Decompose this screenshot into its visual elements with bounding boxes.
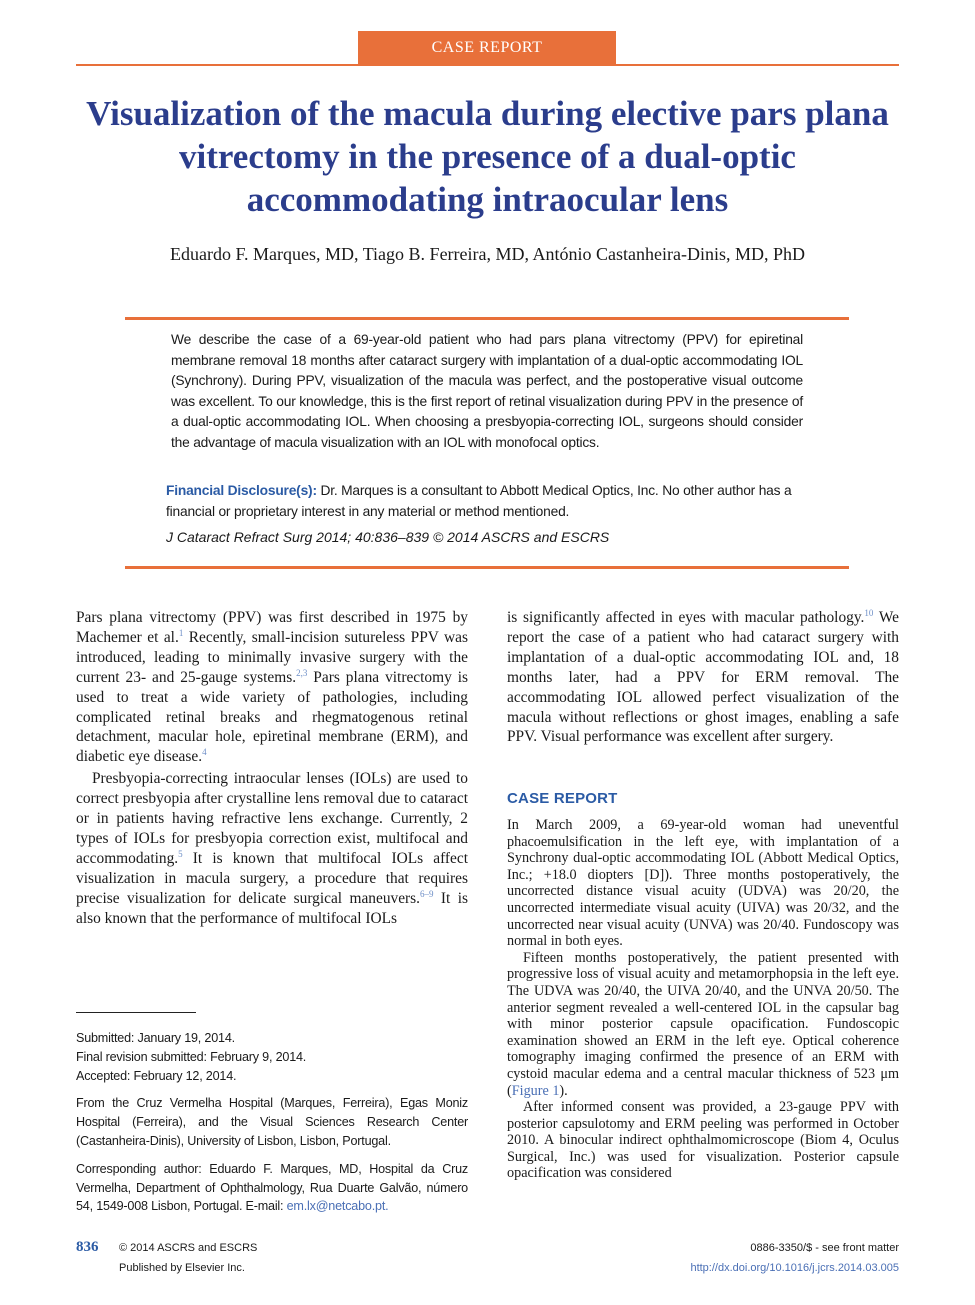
footer-publisher: Published by Elsevier Inc. xyxy=(119,1262,245,1274)
case-paragraph-3: After informed consent was provided, a 23-gauge PPV with posterior capsulotomy and ERM peeling was performed in October 2010. A binocular indirect ophthalmomicroscope (Biom 4, Oculus Surgical, Inc.) was used for visualization. Posterior capsule opacification was considered xyxy=(507,1099,899,1182)
case-paragraph-2: Fifteen months postoperatively, the patient presented with progressive loss of visual acuity and metamorphopsia in the left eye. The UDVA was 20/40, the UIVA 20/40, and the UNVA 20/50. The anterior segment revealed a well-centered IOL in the capsular bag with minor posterior capsule opacification. Fundoscopic examination showed an ERM in the left eye. Optical coherence tomography imaging confirmed the presence of an ERM with cystoid macular edema and a central macular thickness of 523 μm (Figure 1). xyxy=(507,949,899,1099)
disclosure-text: Dr. Marques is a consultant to Abbott Medical Optics, Inc. No other author has a financial or proprietary interest in any material or method mentioned. xyxy=(166,483,792,519)
body-left-column xyxy=(76,608,468,929)
disclosure-label: Financial Disclosure(s): xyxy=(166,483,317,498)
corresponding-author: Corresponding author: Eduardo F. Marques, MD, Hospital da Cruz Vermelha, Department of Ophthalmology, Rua Duarte Galvão, número 54, 1549-008 Lisbon, Portugal. E-mail: em.lx@netcabo.pt. xyxy=(76,1161,468,1214)
intro-paragraph-3: is significantly affected in eyes with macular pathology.$^{10}$ We report the case of a patient who had cataract surgery with implantation of a dual-optic accommodating IOL and, 18 months later, had a PPV for ERM removal. The accommodating IOL allowed perfect visualization of the macula without reflections or ghost images, enabling a safe PPV. Visual performance was excellent after surgery. xyxy=(507,607,899,746)
case-report-heading: CASE REPORT xyxy=(507,790,618,807)
intro-paragraph-1: Pars plana vitrectomy (PPV) was first described in 1975 by Machemer et al.$^1$ Recently, small-incision sutureless PPV was introduced, leading to minimally invasive surgery with the current 23- and 25-gauge systems.$^{2,3}$ Pars plana vitrectomy is used to treat a wide variety of pathologies, including complicated retinal breaks and rhegmatogenous retinal detachment, macular hole, epiretinal membrane (ERM), and diabetic eye disease.$^4$ xyxy=(76,609,468,766)
reference-link[interactable]: 5 xyxy=(178,848,183,859)
financial-disclosure xyxy=(166,481,811,522)
section-label: CASE REPORT xyxy=(358,31,616,65)
reference-link[interactable]: 1 xyxy=(178,627,184,638)
reference-link[interactable]: 6–9 xyxy=(420,888,434,899)
footer-copyright: © 2014 ASCRS and ESCRS xyxy=(119,1242,258,1254)
header-rule xyxy=(76,64,899,66)
footnotes xyxy=(76,1029,468,1216)
revision-date: Final revision submitted: February 9, 2014. xyxy=(76,1049,307,1064)
submitted-date: Submitted: January 19, 2014. xyxy=(76,1031,235,1045)
reference-link[interactable]: 10 xyxy=(864,607,874,618)
abstract-text: We describe the case of a 69-year-old patient who had pars plana vitrectomy (PPV) for epiretinal membrane removal 18 months after cataract surgery with implantation of a dual-optic accommodating IOL (Synchrony). During PPV, visualization of the macula was perfect, and the postoperative visual outcome was excellent. To our knowledge, this is the first report of retinal visualization during PPV in the presence of a dual-optic accommodating IOL. When choosing a presbyopia-correcting IOL, surgeons should consider the advantage of macula visualization with an IOL with monofocal optics. xyxy=(171,332,803,450)
accepted-date: Accepted: February 12, 2014. xyxy=(76,1068,237,1083)
footnote-rule xyxy=(76,1012,196,1013)
article-title: Visualization of the macula during elective pars plana vitrectomy in the presence of a dual-optic accommodating intraocular lens xyxy=(86,94,889,219)
reference-link[interactable]: 2,3 xyxy=(296,667,308,678)
footer-issn: 0886-3350/$ - see front matter xyxy=(750,1242,899,1254)
reference-link[interactable]: 4 xyxy=(202,747,207,758)
journal-citation: J Cataract Refract Surg 2014; 40:836–839 © 2014 ASCRS and ESCRS xyxy=(166,529,610,545)
affiliation-note: From the Cruz Vermelha Hospital (Marques, Ferreira), Egas Moniz Hospital (Ferreira), and the Visual Sciences Research Center (Castanheira-Dinis), University of Lisbon, Lisbon, Portugal. xyxy=(76,1096,468,1148)
body-right-intro xyxy=(507,608,899,747)
page-number: 836 xyxy=(76,1239,99,1255)
case-paragraph-1: In March 2009, a 69-year-old woman had uneventful phacoemulsification in the left eye, with implantation of a Synchrony dual-optic accommodating IOL (Abbott Medical Optics, Inc.; +18.0 diopters [D]). Three months postoperatively, the uncorrected distance visual acuity (UDVA) was 20/20, the uncorrected intermediate visual acuity (UIVA) was 20/32, and the uncorrected near visual acuity (UNVA) was 20/40. Fundoscopy was normal in both eyes. xyxy=(507,817,899,950)
doi-link[interactable]: http://dx.doi.org/10.1016/j.jcrs.2014.03.005 xyxy=(690,1262,899,1274)
author-list: Eduardo F. Marques, MD, Tiago B. Ferreira, MD, António Castanheira-Dinis, MD, PhD xyxy=(169,244,806,264)
email-link[interactable]: em.lx@netcabo.pt. xyxy=(286,1199,389,1214)
case-report-body xyxy=(507,817,899,1182)
abstract-bottom-rule xyxy=(125,566,849,569)
intro-paragraph-2: Presbyopia-correcting intraocular lenses (IOLs) are used to correct presbyopia after crystalline lens removal due to cataract or in patients having refractive lens exchange. Currently, 2 types of IOLs for presbyopia correction exist, multifocal and accommodating.$^5$ It is known that multifocal IOLs affect visualization in macula surgery, a procedure that requires precise visualization for delicate surgical maneuvers.$^{6-9}$ It is also known that the performance of multifocal IOLs xyxy=(76,770,468,927)
abstract-top-rule xyxy=(125,317,849,320)
figure-link[interactable]: Figure 1 xyxy=(511,1082,560,1099)
